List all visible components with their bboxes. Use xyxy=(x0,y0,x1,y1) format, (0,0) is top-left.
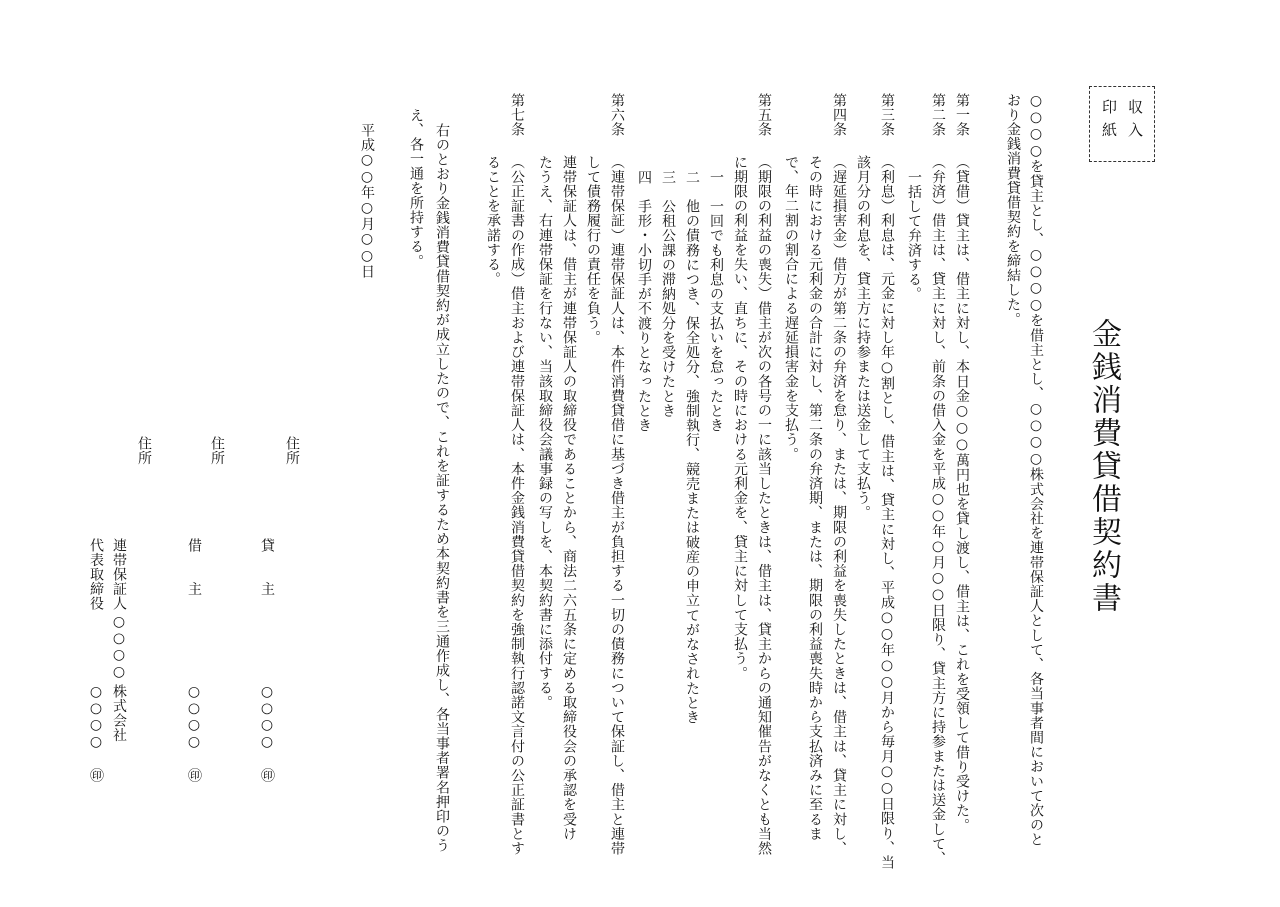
borrower-seal: ㊞ xyxy=(186,768,202,783)
borrower-role: 借 主 xyxy=(186,538,202,597)
guarantor-company-suffix: 株式会社 xyxy=(111,684,127,743)
article-1-label: 第一条 xyxy=(954,93,970,137)
guarantor-company-name: ○○○○ xyxy=(111,614,127,681)
article-2-line-2: 一括して弁済する。 xyxy=(906,170,922,302)
article-6-line-2: して債務履行の責任を負う。 xyxy=(585,155,601,345)
closing-line-1: 右のとおり金銭消費貸借契約が成立したので、これを証するため本契約書を三通作成し、各当事者署名押印のう xyxy=(434,123,450,853)
lender-address-label: 住所 xyxy=(284,436,300,466)
article-3-line-2: 該月分の利息を、貸主方に持参または送金して支払う。 xyxy=(855,155,871,520)
article-5-item-2: 二 他の債務につき、保全処分、強制執行、競売または破産の申立てがなされたとき xyxy=(684,170,700,725)
lender-name: ○○○○ xyxy=(259,684,275,751)
article-5-line-1: （期限の利益の喪失）借主が次の各号の一に該当したときは、借主は、貸主からの通知催告がなくとも当然 xyxy=(756,155,772,856)
article-5-item-3: 三 公租公課の滞納処分を受けたとき xyxy=(660,170,676,419)
guarantor-address-label: 住所 xyxy=(136,436,152,466)
article-7-line-1: （公正証書の作成）借主および連帯保証人は、本件金銭消費貸借契約を強制執行認諾文言付の公正証書とす xyxy=(509,155,525,856)
stamp-label-col1: 収入 xyxy=(1126,99,1144,145)
guarantor-rep-title: 代表取締役 xyxy=(88,538,104,611)
revenue-stamp-box xyxy=(1089,86,1155,162)
article-7-label: 第七条 xyxy=(509,93,525,137)
guarantor-seal: ㊞ xyxy=(88,768,104,783)
intro-line-2: おり金銭消費貸借契約を締結した。 xyxy=(1005,93,1021,327)
closing-line-2: え、各一通を所持する。 xyxy=(408,108,424,269)
article-7-line-2: ることを承諾する。 xyxy=(485,155,501,287)
borrower-name: ○○○○ xyxy=(186,684,202,751)
article-2-label: 第二条 xyxy=(930,93,946,137)
article-4-line-1: （遅延損害金）借方が第二条の弁済を怠り、または、期限の利益を喪失したときは、借主は、貸主に対し、 xyxy=(831,155,847,856)
article-5-item-1: 一 一回でも利息の支払いを怠ったとき xyxy=(708,170,724,433)
article-5-item-4: 四 手形・小切手が不渡りとなったとき xyxy=(636,170,652,433)
stamp-label-col2: 印紙 xyxy=(1100,99,1118,145)
article-3-label: 第三条 xyxy=(879,93,895,137)
lender-role: 貸 主 xyxy=(259,538,275,597)
article-6-line-4: たうえ、右連帯保証を行ない、当該取締役会議事録の写しを、本契約書に添付する。 xyxy=(537,155,553,710)
article-3-line-1: （利息）利息は、元金に対し年○割とし、借主は、貸主に対し、平成○○年○○月から毎月○○日限り、当 xyxy=(879,155,895,870)
document-title: 金銭消費貸借契約書 xyxy=(1086,318,1121,615)
article-6-line-1: （連帯保証）連帯保証人は、本件消費貸借に基づき借主が負担する一切の債務について保証し、借主と連帯 xyxy=(609,155,625,856)
lender-seal: ㊞ xyxy=(259,768,275,783)
article-4-line-3: で、年二割の割合による遅延損害金を支払う。 xyxy=(783,155,799,462)
article-4-line-2: その時における元利金の合計に対し、第二条の弁済期、または、期限の利益喪失時から支払済みに至るま xyxy=(807,155,823,842)
intro-line-1: ○○○○を貸主とし、○○○○を借主とし、○○○○株式会社を連帯保証人として、各当事者間において次のと xyxy=(1028,93,1044,847)
article-5-line-2: に期限の利益を失い、直ちに、その時における元利金を、貸主に対して支払う。 xyxy=(732,155,748,681)
article-5-label: 第五条 xyxy=(756,93,772,137)
guarantor-rep-name: ○○○○ xyxy=(88,684,104,751)
article-4-label: 第四条 xyxy=(831,93,847,137)
contract-date: 平成○○年○月○○日 xyxy=(359,123,375,279)
guarantor-role: 連帯保証人 xyxy=(111,538,127,611)
article-6-label: 第六条 xyxy=(609,93,625,137)
article-6-line-3: 連帯保証人は、借主が連帯保証人の取締役であることから、商法二六五条に定める取締役会の承認を受け xyxy=(561,155,577,842)
article-1-line-1: （貸借）貸主は、借主に対し、本日金○○○萬円也を貸し渡し、借主は、これを受領して借り受けた。 xyxy=(954,155,970,833)
article-2-line-1: （弁済）借主は、貸主に対し、前条の借入金を平成○○年○月○○日限り、貸主方に持参または送金して、 xyxy=(930,155,946,866)
borrower-address-label: 住所 xyxy=(209,436,225,466)
